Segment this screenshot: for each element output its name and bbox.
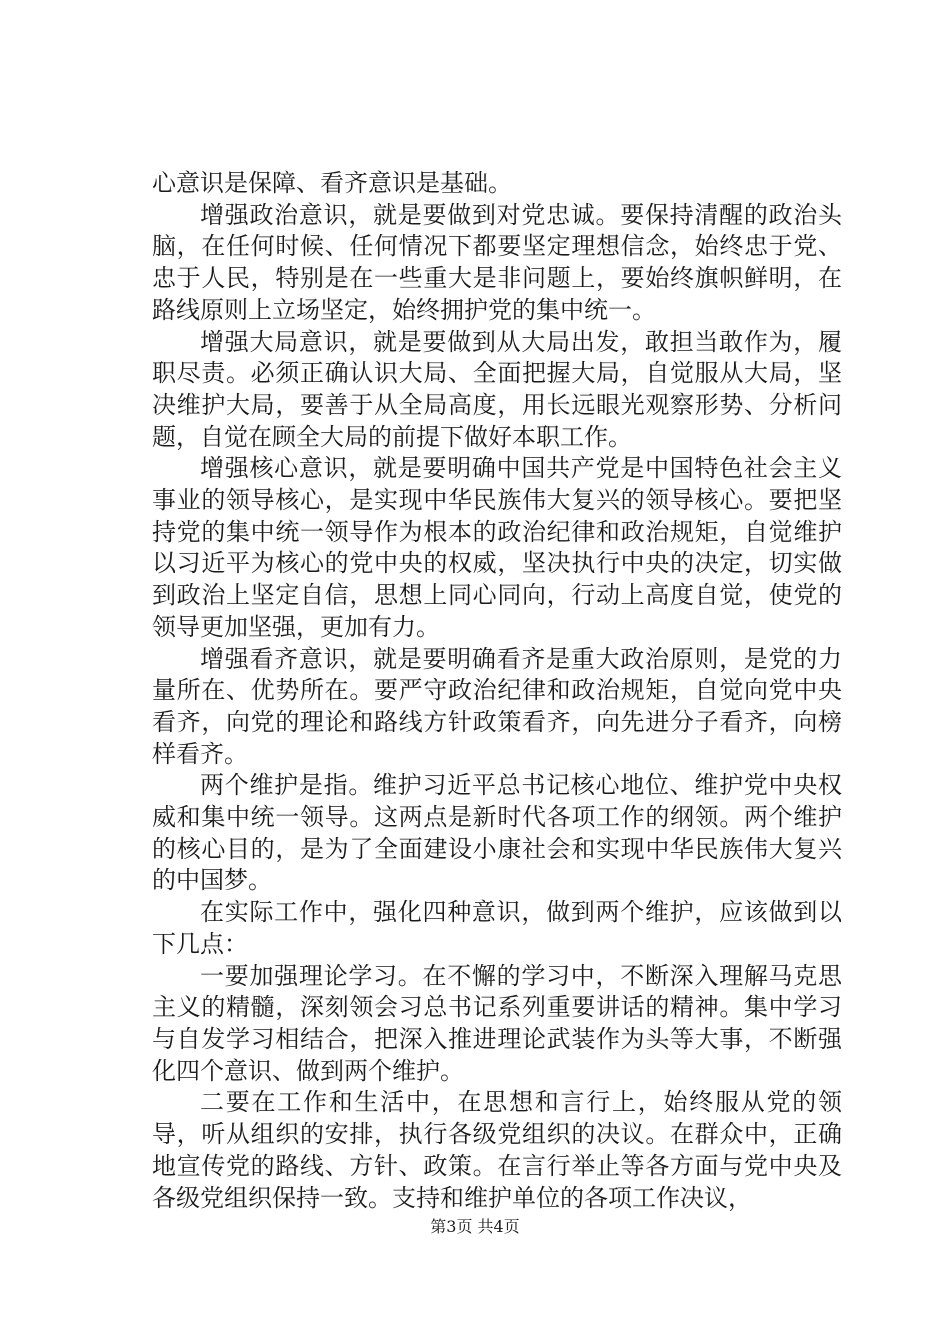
paragraph-political-awareness: 增强政治意识，就是要做到对党忠诚。要保持清醒的政治头脑，在任何时候、任何情况下都要坚定理想信念，始终忠于党、忠于人民，特别是在一些重大是非问题上，要始终旗帜鲜明，在路线原则上立场坚定，始终拥护党的集中统一。	[152, 200, 842, 324]
paragraph-practical-work: 在实际工作中，强化四种意识，做到两个维护，应该做到以下几点：	[152, 898, 842, 958]
paragraph-continuation: 心意识是保障、看齐意识是基础。	[152, 169, 512, 197]
paragraph-core-awareness: 增强核心意识，就是要明确中国共产党是中国特色社会主义事业的领导核心，是实现中华民族伟大复兴的领导核心。要把坚持党的集中统一领导作为根本的政治纪律和政治规矩，自觉维护以习近平为核心的党中央的权威，坚决执行中央的决定，切实做到政治上坚定自信，思想上同心同向，行动上高度自觉，使党的领导更加坚强，更加有力。	[152, 454, 842, 641]
paragraph-point-one: 一要加强理论学习。在不懈的学习中，不断深入理解马克思主义的精髓，深刻领会习总书记系列重要讲话的精神。集中学习与自发学习相结合，把深入推进理论武装作为头等大事，不断强化四个意识、做到两个维护。	[152, 961, 842, 1085]
paragraph-overall-awareness: 增强大局意识，就是要做到从大局出发，敢担当敢作为，履职尽责。必须正确认识大局、全面把握大局，自觉服从大局，坚决维护大局，要善于从全局高度，用长远眼光观察形势、分析问题，自觉在顾全大局的前提下做好本职工作。	[152, 327, 842, 451]
document-body	[152, 168, 842, 1214]
paragraph-point-two: 二要在工作和生活中，在思想和言行上，始终服从党的领导，听从组织的安排，执行各级党组织的决议。在群众中，正确地宣传党的路线、方针、政策。在言行举止等各方面与党中央及各级党组织保持一致。支持和维护单位的各项工作决议，	[152, 1088, 842, 1212]
paragraph-two-safeguards: 两个维护是指。维护习近平总书记核心地位、维护党中央权威和集中统一领导。这两点是新时代各项工作的纲领。两个维护的核心目的，是为了全面建设小康社会和实现中华民族伟大复兴的中国梦。	[152, 771, 842, 895]
page-number-footer: 第3页 共4页	[430, 1217, 520, 1236]
paragraph-alignment-awareness: 增强看齐意识，就是要明确看齐是重大政治原则，是党的力量所在、优势所在。要严守政治纪律和政治规矩，自觉向党中央看齐，向党的理论和路线方针政策看齐，向先进分子看齐，向榜样看齐。	[152, 644, 842, 768]
